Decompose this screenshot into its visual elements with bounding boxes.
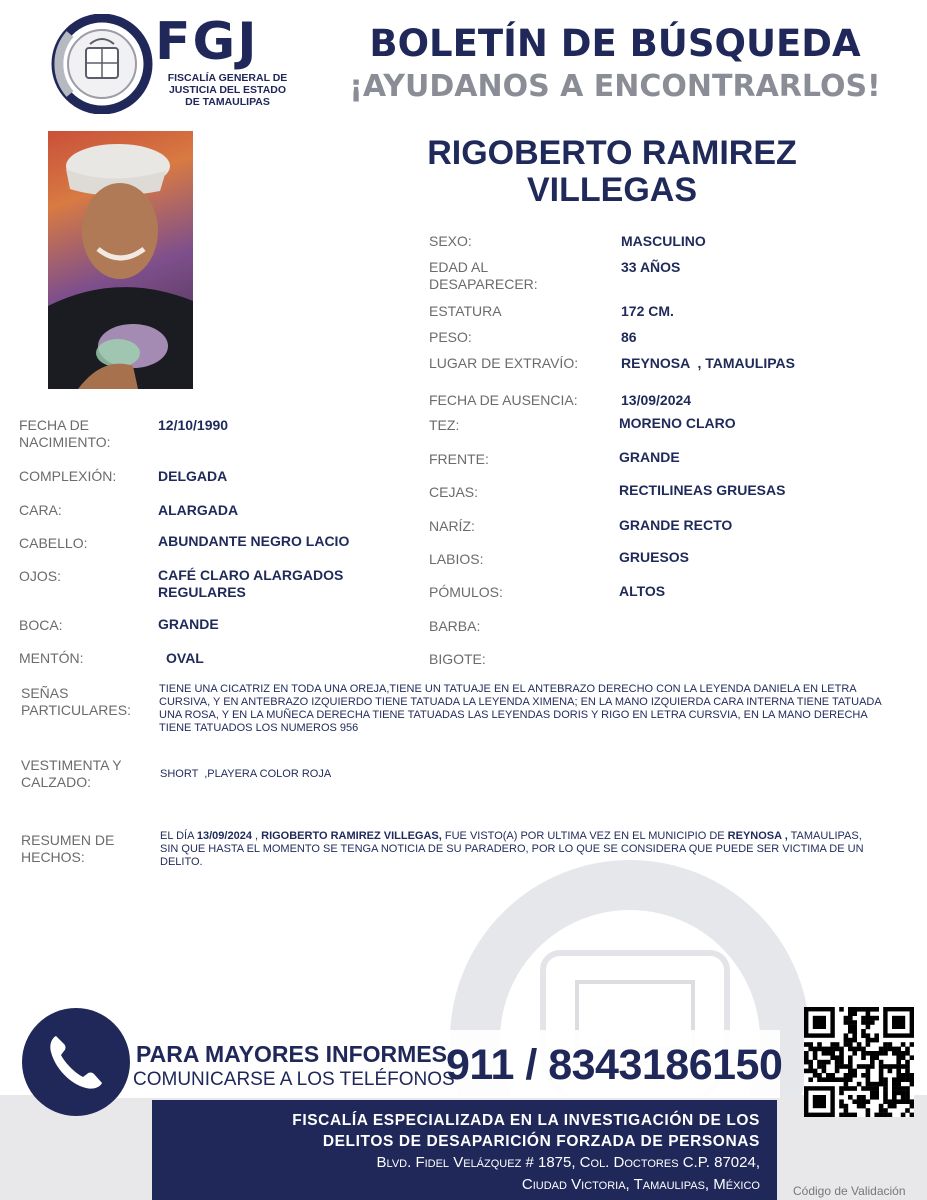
office-address	[160, 1152, 760, 1196]
resumen-place: REYNOSA ,	[727, 830, 788, 842]
person-name-line2: VILLEGAS	[526, 171, 698, 209]
logo-subtitle: FISCALÍA GENERAL DE JUSTICIA DEL ESTADO DE TAMAULIPAS	[167, 72, 288, 108]
label-edad: EDAD AL DESAPARECER:	[429, 259, 538, 292]
label-frente: FRENTE:	[429, 451, 489, 467]
phone-numbers: 911 / 8343186150	[446, 1041, 783, 1089]
label-vestimenta: VESTIMENTA Y CALZADO:	[21, 757, 122, 790]
info-line2: COMUNICARSE A LOS TELÉFONOS	[133, 1069, 455, 1090]
value-cara: ALARGADA	[158, 502, 239, 518]
label-bigote: BIGOTE:	[429, 651, 486, 667]
label-menton: MENTÓN:	[19, 650, 84, 666]
address-line2: Ciudad Victoria, Tamaulipas, México	[521, 1176, 760, 1193]
label-fecha-ausencia: FECHA DE AUSENCIA:	[429, 392, 578, 408]
value-pomulos: ALTOS	[619, 583, 666, 599]
label-senas: SEÑAS PARTICULARES:	[21, 685, 131, 718]
tamaulipas-seal-icon	[50, 14, 160, 114]
label-cejas: CEJAS:	[429, 484, 479, 500]
value-peso: 86	[621, 329, 637, 345]
bulletin-subtitle: ¡AYUDANOS A ENCONTRARLOS!	[349, 69, 881, 104]
value-edad: 33 AÑOS	[621, 259, 681, 275]
value-ojos: CAFÉ CLARO ALARGADOS REGULARES	[158, 567, 344, 600]
office-line2: DELITOS DE DESAPARICIÓN FORZADA DE PERSONAS	[322, 1133, 760, 1150]
label-nariz: NARÍZ:	[429, 518, 475, 534]
logo-acronym: FGJ	[155, 12, 259, 72]
vestimenta-text: SHORT ,PLAYERA COLOR ROJA	[160, 768, 332, 780]
label-cara: CARA:	[19, 502, 62, 518]
value-frente: GRANDE	[619, 449, 680, 465]
label-pomulos: PÓMULOS:	[429, 584, 503, 600]
value-lugar: REYNOSA , TAMAULIPAS	[621, 355, 795, 371]
qr-code-graphic	[804, 1007, 914, 1117]
missing-person-photo	[48, 131, 193, 389]
label-peso: PESO:	[429, 329, 472, 345]
value-tez: MORENO CLARO	[619, 415, 736, 431]
resumen-date: 13/09/2024	[196, 830, 252, 842]
value-cejas: RECTILINEAS GRUESAS	[619, 482, 786, 498]
senas-text: TIENE UNA CICATRIZ EN TODA UNA OREJA,TIENE UN TATUAJE EN EL ANTEBRAZO DERECHO CON LA LEYENDA DANIELA EN LETRA CURSIVA, Y EN ANTEBRAZO IZQUIERDO TIENE TATUADA LA LEYENDA XIMENA; EN LA MANO IZQUIERDA CARA INTERNA TIENE TATUADA UNA ROSA, Y EN LA MUÑECA DERECHA TIENE TATUADAS LAS LEYENDAS DORIS Y RIGO EN LETRA CURSVIA, EN LA MANO DERECHA TIENE TATUADOS LOS NUMEROS 956	[159, 683, 882, 734]
person-name-line1: RIGOBERTO RAMIREZ	[427, 134, 797, 172]
resumen-name: RIGOBERTO RAMIREZ VILLEGAS,	[261, 830, 442, 842]
qr-code	[804, 1007, 914, 1117]
person-name	[392, 135, 832, 209]
label-labios: LABIOS:	[429, 551, 484, 567]
value-estatura: 172 CM.	[621, 303, 674, 319]
office-name	[160, 1110, 760, 1152]
value-nariz: GRANDE RECTO	[619, 517, 733, 533]
label-resumen: RESUMEN DE HECHOS:	[21, 832, 115, 865]
label-barba: BARBA:	[429, 618, 481, 634]
label-lugar: LUGAR DE EXTRAVÍO:	[429, 355, 579, 371]
value-fecha-ausencia: 13/09/2024	[621, 392, 692, 408]
address-line1: Blvd. Fidel Velázquez # 1875, Col. Doctores C.P. 87024,	[376, 1154, 760, 1171]
label-boca: BOCA:	[19, 617, 63, 633]
validation-label: Código de Validación	[793, 1184, 906, 1198]
value-fecha-nacimiento: 12/10/1990	[158, 417, 229, 433]
label-tez: TEZ:	[429, 417, 460, 433]
value-boca: GRANDE	[158, 616, 219, 632]
office-line1: FISCALÍA ESPECIALIZADA EN LA INVESTIGACIÓN DE LOS	[292, 1112, 760, 1129]
value-labios: GRUESOS	[619, 549, 690, 565]
bulletin-title: BOLETÍN DE BÚSQUEDA	[369, 22, 861, 65]
person-silhouette	[48, 131, 193, 389]
label-ojos: OJOS:	[19, 568, 62, 584]
label-fecha-nacimiento: FECHA DE NACIMIENTO:	[19, 417, 111, 450]
value-cabello: ABUNDANTE NEGRO LACIO	[158, 533, 350, 549]
label-sexo: SEXO:	[429, 233, 472, 249]
fgj-logo	[50, 14, 300, 119]
value-menton: OVAL	[166, 650, 204, 666]
value-complexion: DELGADA	[158, 468, 228, 484]
phone-icon	[22, 1008, 130, 1116]
value-sexo: MASCULINO	[621, 233, 706, 249]
info-line1: PARA MAYORES INFORMES,	[136, 1041, 454, 1067]
label-complexion: COMPLEXIÓN:	[19, 468, 117, 484]
label-cabello: CABELLO:	[19, 535, 88, 551]
resumen-text: EL DÍA 13/09/2024 , RIGOBERTO RAMIREZ VILLEGAS, FUE VISTO(A) POR ULTIMA VEZ EN EL MUNICIPIO DE REYNOSA , TAMAULIPAS, SIN QUE HASTA EL MOMENTO SE TENGA NOTICIA DE SU PARADERO, POR LO QUE SE CONSIDERA QUE PUEDE SER VICTIMA DE UN DELITO.	[160, 830, 864, 868]
label-estatura: ESTATURA	[429, 303, 502, 319]
